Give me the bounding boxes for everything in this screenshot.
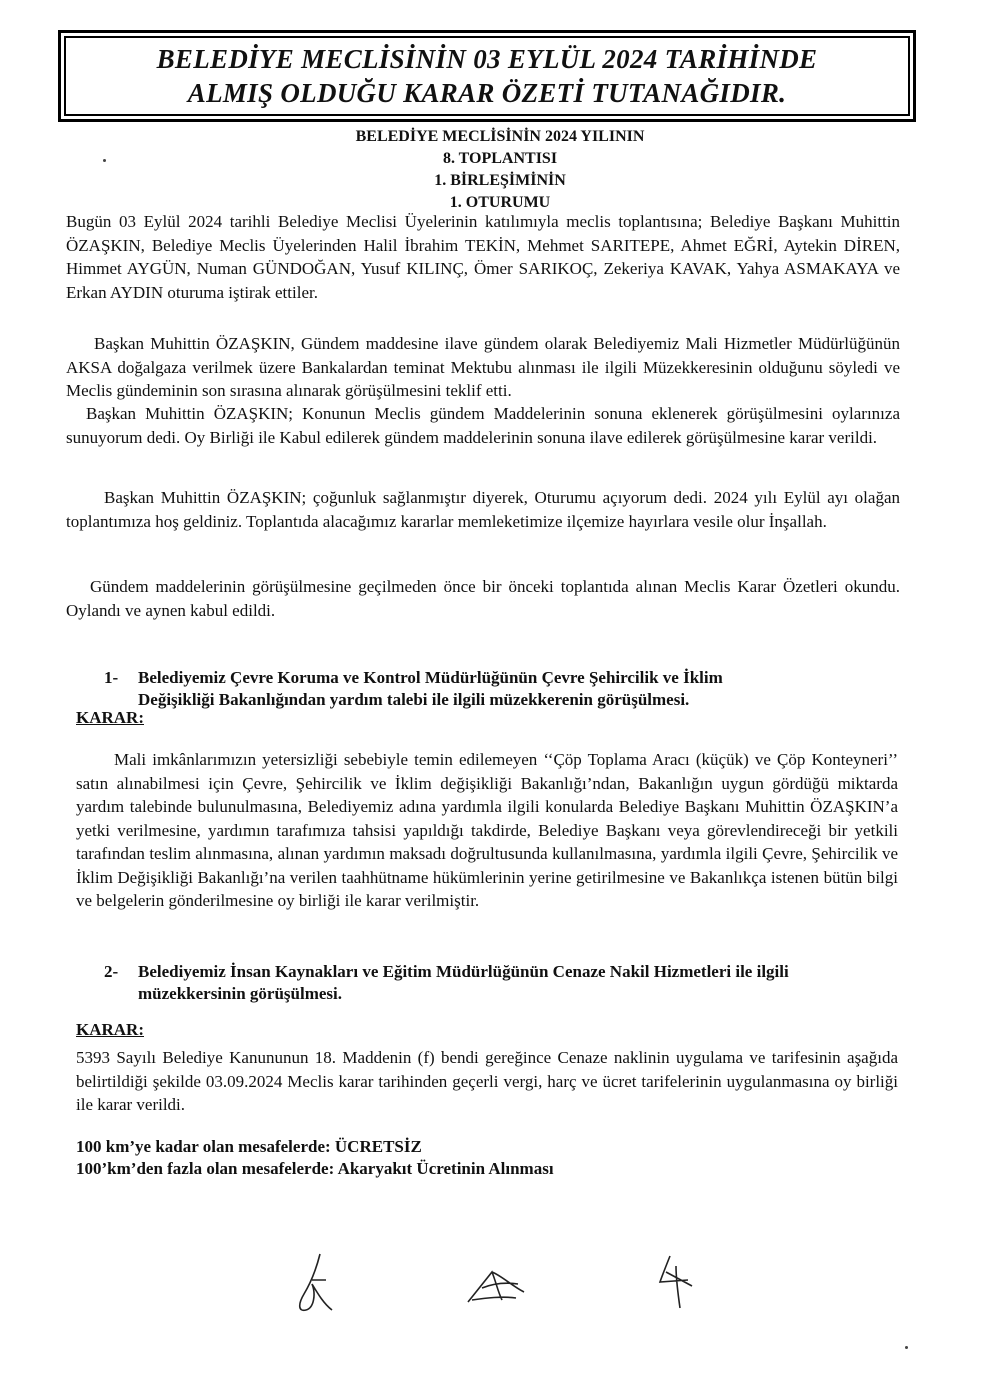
opening-paragraph: Başkan Muhittin ÖZAŞKIN; çoğunluk sağlanmıştır diyerek, Oturumu açıyorum dedi. 2024 yılı Eylül ayı olağan toplantımıza hoş geldiniz. Toplantıda alacağımız kararlar memleketimize ilçemize hayırlara vesile olur İnşallah. [66, 488, 900, 531]
agenda-vote-paragraph: Başkan Muhittin ÖZAŞKIN; Konunun Meclis gündem Maddelerinin sonuna eklenerek görüşülmesini oylarınıza sunuyorum dedi. Oy Birliği ile Kabul edilerek gündem maddelerinin sonuna ilave edilerek görüşülmesine karar verildi. [66, 404, 900, 447]
agenda-item-1-karar-label: KARAR: [76, 708, 144, 727]
agenda-item-1-title-line-1: Belediyemiz Çevre Koruma ve Kontrol Müdürlüğünün Çevre Şehircilik ve İklim [138, 668, 723, 687]
signature-3 [652, 1252, 702, 1312]
session-heading-line-1: BELEDİYE MECLİSİNİN 2024 YILININ [355, 128, 645, 145]
document-title-line-2: ALMIŞ OLDUĞU KARAR ÖZETİ TUTANAĞIDIR. [187, 78, 787, 108]
attendance-paragraph: Bugün 03 Eylül 2024 tarihli Belediye Meclisi Üyelerinin katılımıyla meclis toplantısına; Belediye Başkanı Muhittin ÖZAŞKIN, Belediye Meclis Üyelerinden Halil İbrahim TEKİN, Mehmet SARITEPE, Ahmet EĞRİ, Aytekin DİREN, Himmet AYGÜN, Numan GÜNDOĞAN, Yusuf KILINÇ, Ömer SARIKOÇ, Zekeriya KAVAK, Yahya ASMAKAYA ve Erkan AYDIN oturuma iştirak ettiler. [66, 212, 900, 302]
title-inner-frame [64, 36, 910, 116]
agenda-item-2-number: 2- [104, 962, 119, 981]
signature-2 [462, 1262, 532, 1312]
agenda-addition-paragraph: Başkan Muhittin ÖZAŞKIN, Gündem maddesine ilave gündem olarak Belediyemiz Mali Hizmetler Müdürlüğünün AKSA doğalgaza verilmek üzere Bankalardan teminat Mektubu alınması ile ilgili Müzekkeresinin olduğunu söyledi ve Meclis gündeminin son sırasına alınarak görüşülmesini teklif etti. [66, 334, 900, 400]
tariff-line-1: 100 km’ye kadar olan mesafelerde: ÜCRETSİZ [76, 1137, 422, 1156]
title-box [58, 30, 916, 122]
agenda-item-2-karar-label: KARAR: [76, 1020, 144, 1039]
session-heading-line-3: 1. BİRLEŞİMİNİN [434, 172, 566, 189]
agenda-item-2-title-line-1: Belediyemiz İnsan Kaynakları ve Eğitim Müdürlüğünün Cenaze Nakil Hizmetleri ile ilgili [138, 962, 789, 981]
agenda-item-1-number: 1- [104, 668, 119, 687]
agenda-item-1-decision: Mali imkânlarımızın yetersizliği sebebiyle temin edilemeyen ‘‘Çöp Toplama Aracı (küçük) ve Çöp Konteyneri’’ satın alınabilmesi için Çevre, Şehircilik ve İklim değişikliği Bakanlığı’ndan, Bakanlığın uygun gördüğü miktarda yardım talebinde bulunulmasına, Belediyemiz adına yardımla ilgili konularda Belediye Başkanı Muhittin ÖZAŞKIN’a yetki verilmesine, yardımın tarafımıza tahsisi yapıldığı takdirde, Belediye Başkanı veya görevlendireceği bir yetkili tarafından teslim alınmasına, alınan yardımın maksadı doğrultusunda kullanılmasına, yardımla ilgili Çevre, Şehircilik ve İklim Değişikliği Bakanlığı’na verilen taahhütname hükümlerinin yerine getirilmesine ve Bakanlıkça istenen bütün bilgi ve belgelerin gönderilmesine oy birliği ile karar verilmiştir. [76, 750, 898, 910]
session-heading-line-4: 1. OTURUMU [449, 194, 551, 211]
scan-speck [103, 159, 106, 162]
scan-speck [905, 1346, 908, 1349]
document-title-line-1: BELEDİYE MECLİSİNİN 03 EYLÜL 2024 TARİHİNDE [156, 44, 818, 74]
tariff-line-2: 100’km’den fazla olan mesafelerde: Akaryakıt Ücretinin Alınması [76, 1159, 554, 1178]
previous-minutes-paragraph: Gündem maddelerinin görüşülmesine geçilmeden önce bir önceki toplantıda alınan Meclis Karar Özetleri okundu. Oylandı ve aynen kabul edildi. [66, 577, 900, 620]
signature-1 [290, 1250, 350, 1320]
agenda-item-2-title-line-2: müzekkersinin görüşülmesi. [138, 984, 343, 1003]
agenda-item-2-decision: 5393 Sayılı Belediye Kanununun 18. Maddenin (f) bendi gereğince Cenaze naklinin uygulama ve tarifesinin aşağıda belirtildiği şekilde 03.09.2024 Meclis karar tarihinden geçerli vergi, harç ve ücret tarifelerinin uygulanmasına oy birliği ile karar verildi. [76, 1048, 898, 1114]
agenda-item-1-title-line-2: Değişikliği Bakanlığından yardım talebi ile ilgili müzekkerenin görüşülmesi. [138, 690, 690, 709]
session-heading-line-2: 8. TOPLANTISI [442, 150, 558, 167]
